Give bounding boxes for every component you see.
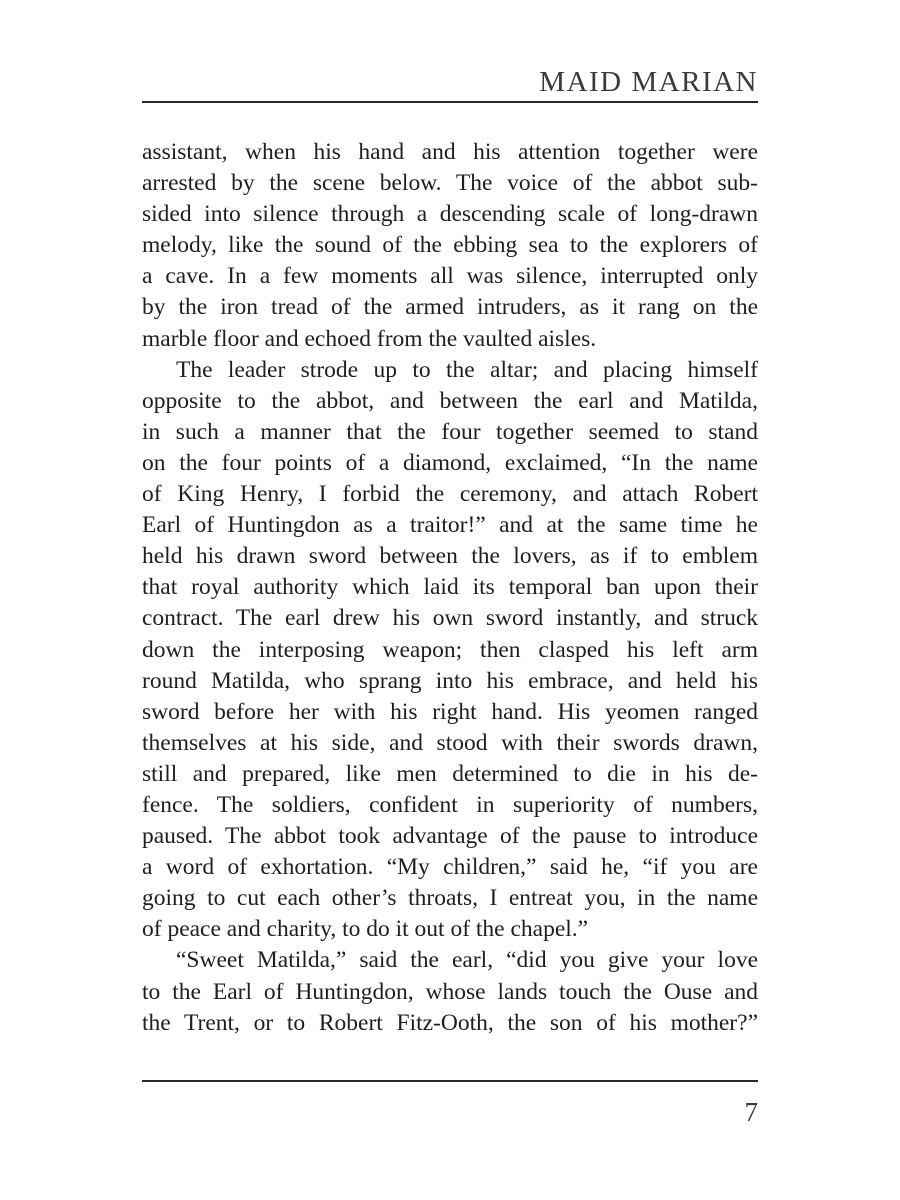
text-line: arrested by the scene below. The voice of the abbot sub- xyxy=(142,170,758,197)
text-line: down the interposing weapon; then clasped his left arm xyxy=(142,636,758,663)
text-line: The leader strode up to the altar; and placing himself xyxy=(176,356,758,383)
text-line: of peace and charity, to do it out of the chapel.” xyxy=(142,916,589,943)
running-head-title: MAID MARIAN xyxy=(539,66,758,98)
text-line: going to cut each other’s throats, I entreat you, in the name xyxy=(142,885,758,912)
text-line: of King Henry, I forbid the ceremony, and attach Robert xyxy=(142,481,758,508)
text-line: round Matilda, who sprang into his embrace, and held his xyxy=(142,667,758,694)
text-line: held his drawn sword between the lovers, as if to emblem xyxy=(142,543,758,570)
text-line: fence. The soldiers, confident in superiority of numbers, xyxy=(142,791,758,818)
text-line: melody, like the sound of the ebbing sea to the explorers of xyxy=(142,232,758,259)
text-line: marble floor and echoed from the vaulted aisles. xyxy=(142,325,597,352)
page-number: 7 xyxy=(744,1097,758,1127)
text-line: Earl of Huntingdon as a traitor!” and at the same time he xyxy=(142,512,758,539)
footer-rule xyxy=(142,1080,758,1082)
text-line: a word of exhortation. “My children,” said he, “if you are xyxy=(142,854,758,881)
text-line: assistant, when his hand and his attention together were xyxy=(142,139,758,165)
header-rule xyxy=(142,101,758,103)
text-line: opposite to the abbot, and between the earl and Matilda, xyxy=(142,387,758,414)
text-line: a cave. In a few moments all was silence, interrupted only xyxy=(142,263,758,290)
text-line: to the Earl of Huntingdon, whose lands touch the Ouse and xyxy=(142,978,758,1005)
text-line: “Sweet Matilda,” said the earl, “did you give your love xyxy=(176,947,758,974)
text-line: sword before her with his right hand. His yeomen ranged xyxy=(142,698,758,725)
text-line: in such a manner that the four together seemed to stand xyxy=(142,418,758,445)
body-text xyxy=(142,137,758,1039)
text-line: that royal authority which laid its temporal ban upon their xyxy=(142,574,758,601)
text-line: contract. The earl drew his own sword instantly, and struck xyxy=(142,605,758,632)
text-line: sided into silence through a descending scale of long-drawn xyxy=(142,201,758,228)
text-line: still and prepared, like men determined to die in his de- xyxy=(142,760,758,787)
text-line: the Trent, or to Robert Fitz-Ooth, the son of his mother?” xyxy=(142,1009,758,1036)
text-line: paused. The abbot took advantage of the pause to introduce xyxy=(142,823,758,850)
text-line: by the iron tread of the armed intruders, as it rang on the xyxy=(142,294,758,321)
text-line: themselves at his side, and stood with their swords drawn, xyxy=(142,729,758,756)
text-line: on the four points of a diamond, exclaimed, “In the name xyxy=(142,449,758,476)
